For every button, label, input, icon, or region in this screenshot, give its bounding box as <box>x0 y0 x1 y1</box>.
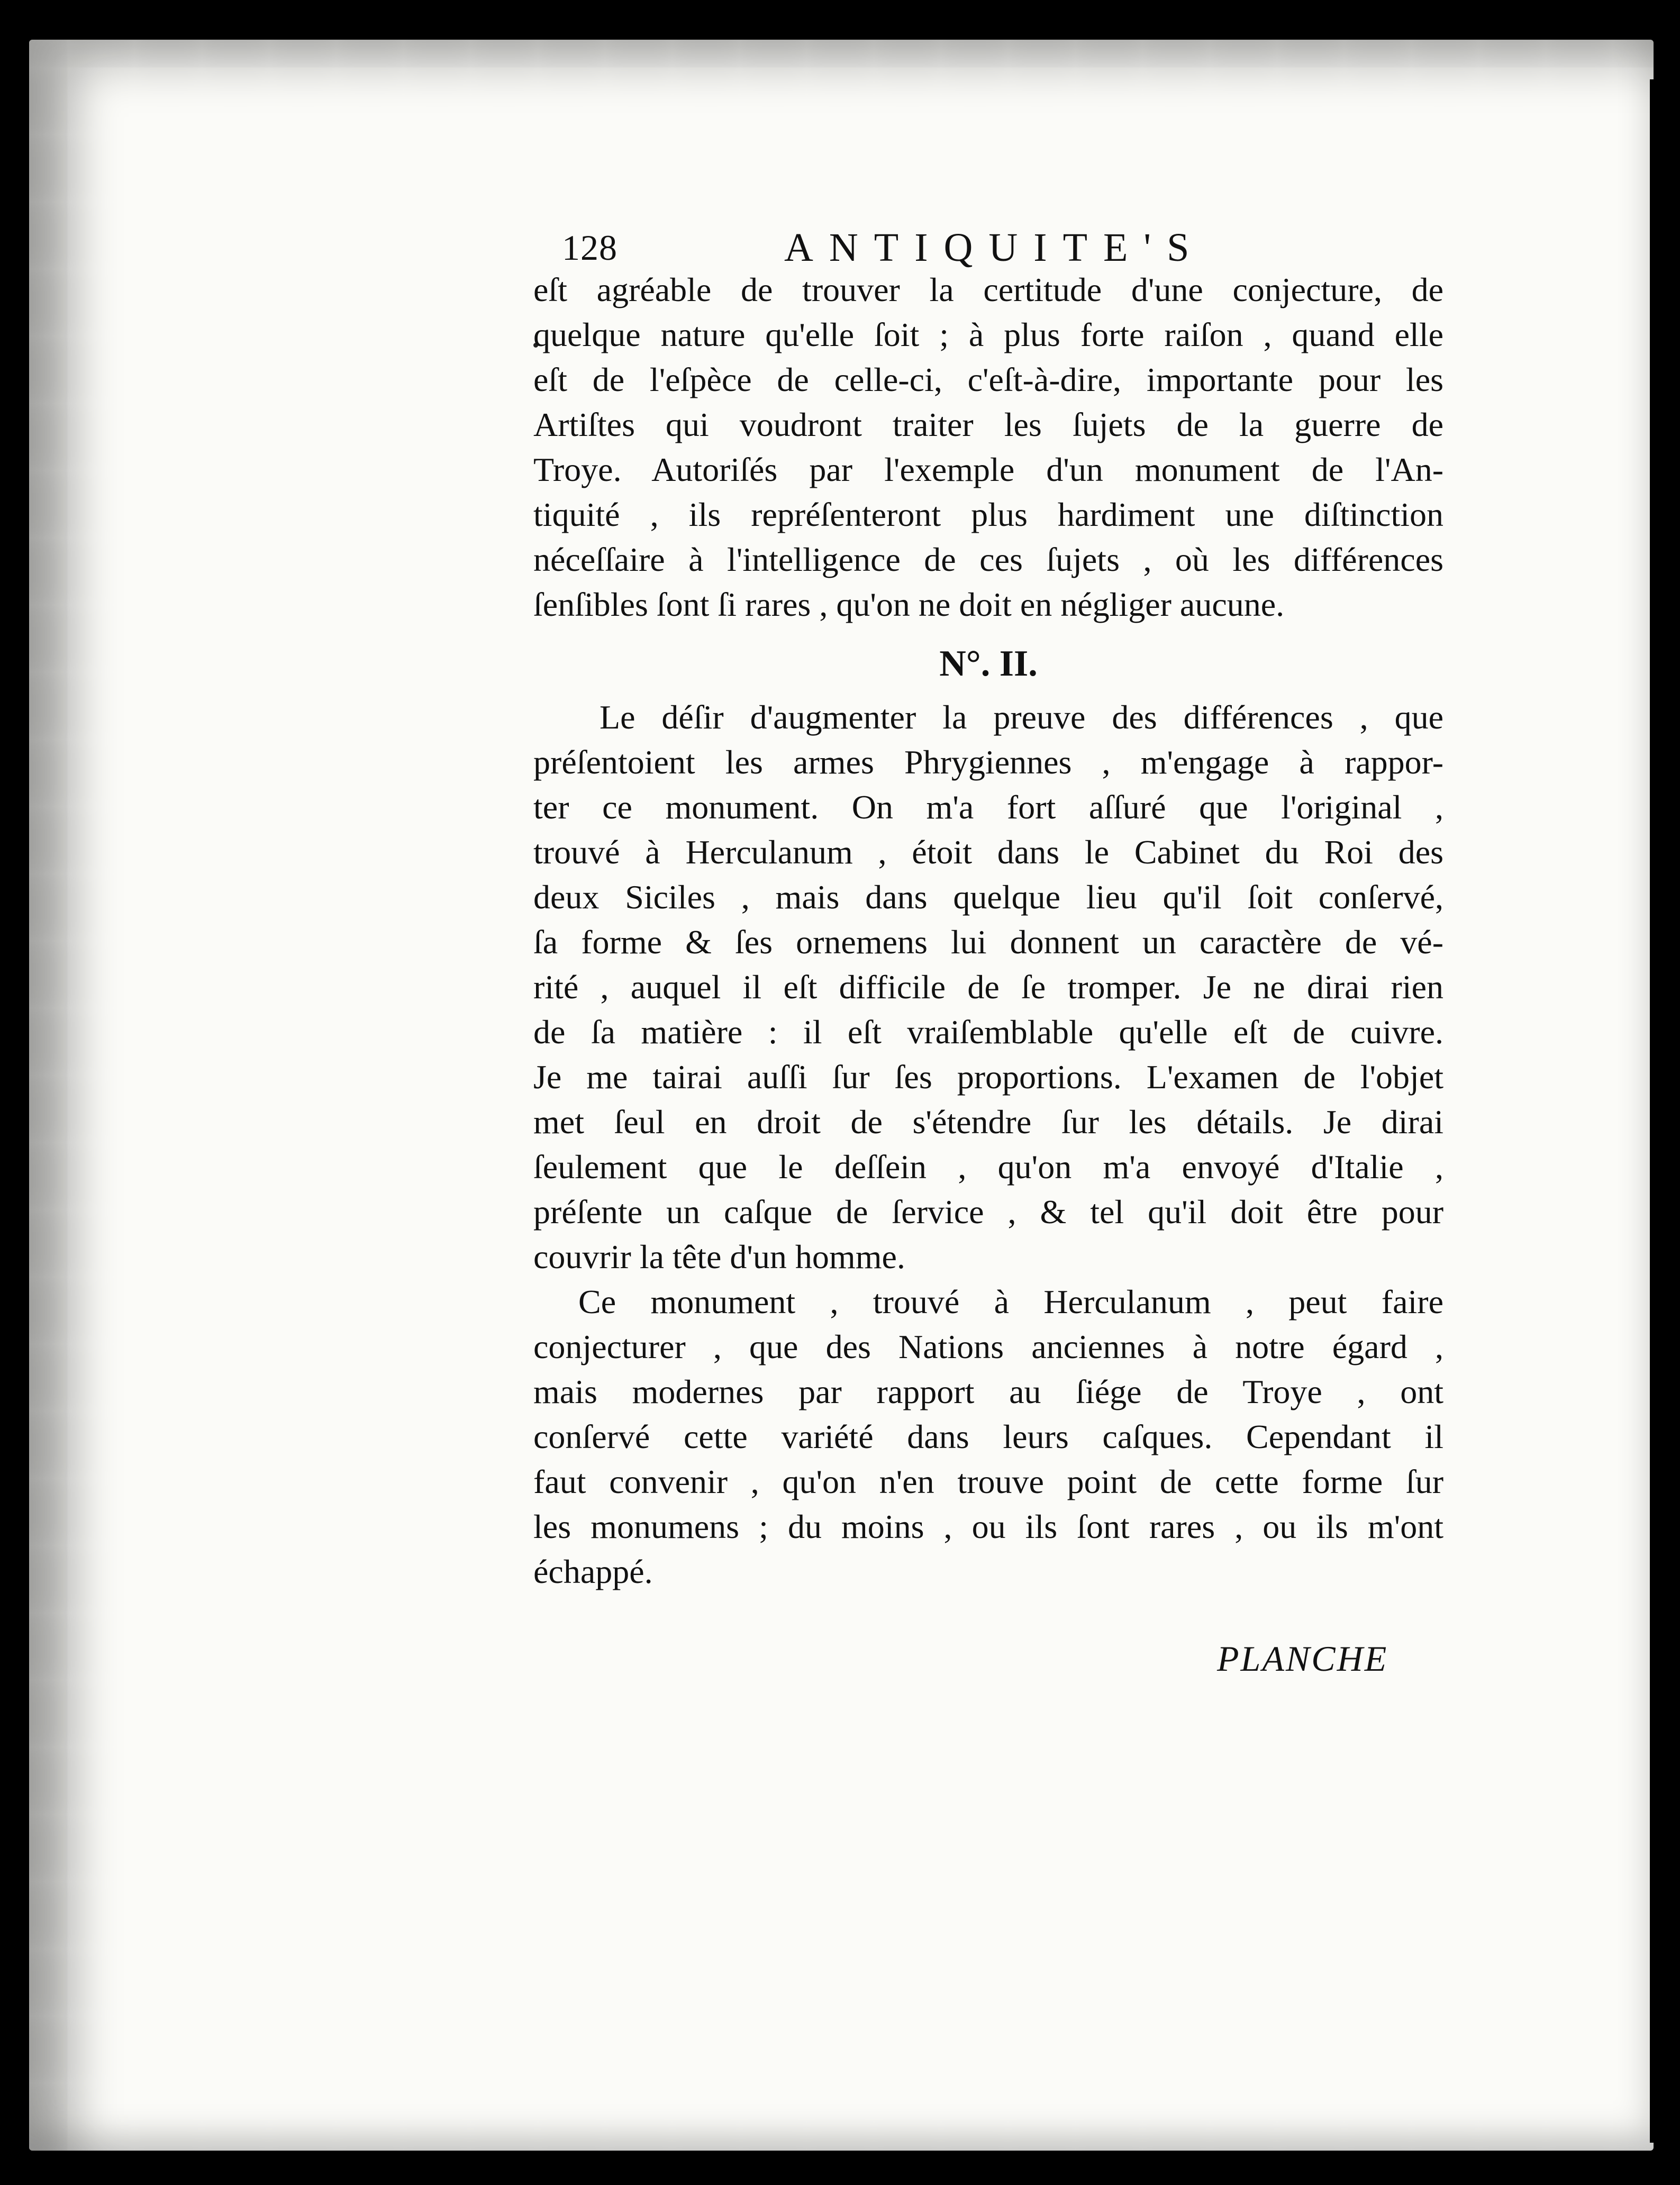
running-title: ANTIQUITE'S <box>784 225 1205 270</box>
text-line: ter ce monument. On m'a fort aſſuré que l'original , <box>533 788 1443 826</box>
text-line: échappé. <box>533 1553 653 1590</box>
text-line: conſervé cette variété dans leurs caſques. Cependant il <box>533 1418 1443 1455</box>
paragraph-gap <box>533 690 1443 695</box>
text-line: Le déſir d'augmenter la preuve des différences , que <box>600 698 1443 736</box>
text-line: Artiſtes qui voudront traiter les ſujets de la guerre de <box>533 406 1443 443</box>
text-line: couvrir la tête d'un homme. <box>533 1238 905 1276</box>
text-line: Troye. Autoriſés par l'exemple d'un monument de l'An- <box>533 451 1443 488</box>
section-heading: N°. II. <box>939 643 1038 684</box>
text-line: deux Siciles , mais dans quelque lieu qu'il ſoit conſervé, <box>533 878 1443 916</box>
text-line: ſeulement que le deſſein , qu'on m'a envoyé d'Italie , <box>533 1148 1443 1186</box>
page-edge-shadow <box>1650 79 1654 2143</box>
text-line: de ſa matière : il eſt vraiſemblable qu'elle eſt de cuivre. <box>533 1013 1443 1051</box>
text-line: préſente un caſque de ſervice , & tel qu'il doit être pour <box>533 1193 1443 1231</box>
text-line: Je me tairai auſſi ſur ſes proportions. L'examen de l'objet <box>533 1058 1443 1096</box>
text-body <box>533 267 1443 1594</box>
text-line: Ce monument , trouvé à Herculanum , peut faire <box>578 1283 1443 1321</box>
text-line: rité , auquel il eſt difficile de ſe tromper. Je ne dirai rien <box>533 968 1443 1006</box>
text-line: met ſeul en droit de s'étendre ſur les détails. Je dirai <box>533 1103 1443 1141</box>
text-line: mais modernes par rapport au ſiége de Troye , ont <box>533 1373 1443 1410</box>
page-number: 128 <box>562 227 617 268</box>
text-line: ſa forme & ſes ornemens lui donnent un caractère de vé- <box>533 923 1443 961</box>
text-line: trouvé à Herculanum , étoit dans le Cabinet du Roi des <box>533 833 1443 871</box>
catchword: PLANCHE <box>1217 1638 1388 1679</box>
text-line: conjecturer , que des Nations anciennes à notre égard , <box>533 1328 1443 1365</box>
text-line: préſentoient les armes Phrygiennes , m'engage à rappor- <box>533 743 1443 781</box>
text-line: quelque nature qu'elle ſoit ; à plus forte raiſon , quand elle <box>533 316 1443 353</box>
text-line: faut convenir , qu'on n'en trouve point de cette forme ſur <box>533 1463 1443 1500</box>
text-line: les monumens ; du moins , ou ils ſont rares , ou ils m'ont <box>533 1508 1443 1545</box>
text-line: néceſſaire à l'intelligence de ces ſujets , où les différences <box>533 541 1443 578</box>
text-line: tiquité , ils repréſenteront plus hardiment une diſtinction <box>533 496 1443 533</box>
running-head <box>562 221 1239 274</box>
text-line: ſenſibles ſont ſi rares , qu'on ne doit en négliger aucune. <box>533 586 1285 623</box>
text-line: eſt agréable de trouver la certitude d'une conjecture, de <box>533 271 1443 308</box>
text-line: eſt de l'eſpèce de celle-ci, c'eſt-à-dire, importante pour les <box>533 361 1443 398</box>
